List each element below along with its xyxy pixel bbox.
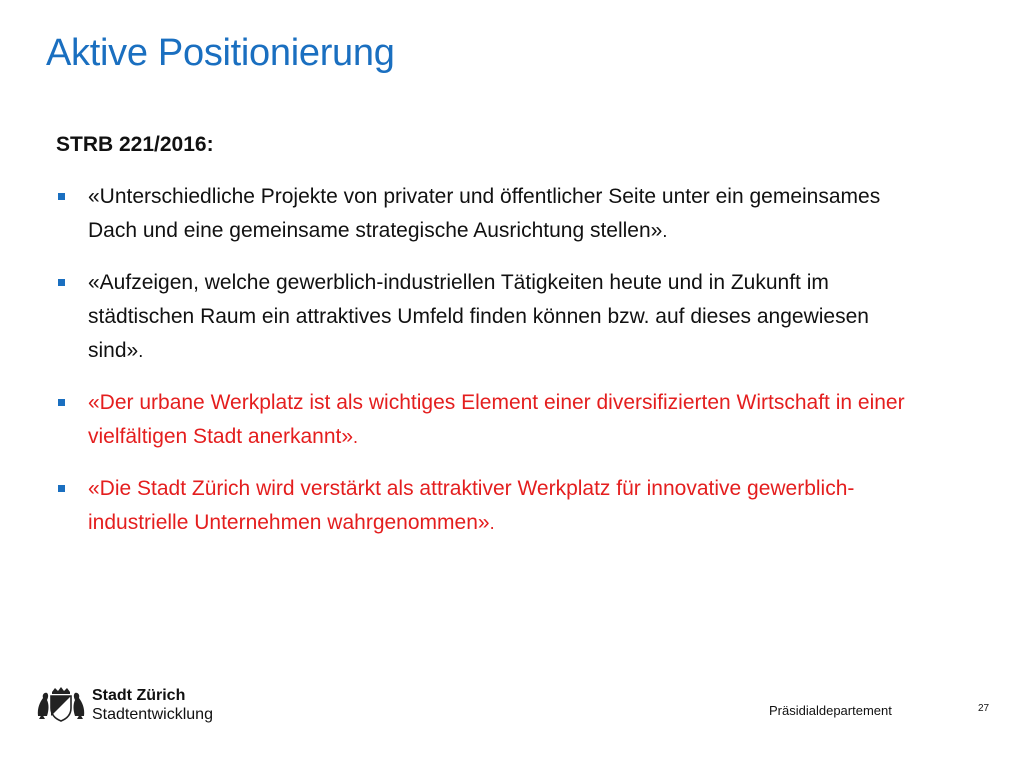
page-number: 27	[978, 703, 990, 714]
square-bullet-icon	[58, 399, 65, 406]
bullet-end: .	[138, 341, 144, 361]
bullet-text: «Aufzeigen, welche gewerblich-industriellen Tätigkeiten heute und in Zukunft im städtischen Raum ein attraktives Umfeld finden können bzw. auf dieses angewiesen sind»	[88, 271, 869, 362]
bullet-text: «Die Stadt Zürich wird verstärkt als attraktiver Werkplatz für innovative gewerblich-industrielle Unternehmen wahrgenommen»	[88, 477, 855, 534]
bullet-item-highlight	[56, 472, 916, 540]
bullet-end: .	[353, 427, 359, 447]
org-unit: Stadtentwicklung	[92, 706, 213, 723]
square-bullet-icon	[58, 193, 65, 200]
subheading: STRB 221/2016:	[56, 133, 214, 156]
footer-department: Präsidialdepartement	[769, 703, 892, 718]
square-bullet-icon	[58, 279, 65, 286]
bullet-list	[56, 180, 916, 558]
zurich-coat-of-arms-icon	[36, 686, 86, 722]
bullet-item-highlight	[56, 386, 916, 454]
slide-title: Aktive Positionierung	[46, 32, 395, 74]
bullet-text: «Unterschiedliche Projekte von privater und öffentlicher Seite unter ein gemeinsames Dach und eine gemeinsame strategische Ausrichtung stellen»	[88, 185, 881, 242]
bullet-item	[56, 266, 916, 368]
bullet-end: .	[662, 221, 668, 241]
bullet-item	[56, 180, 916, 248]
square-bullet-icon	[58, 485, 65, 492]
bullet-end: .	[489, 513, 495, 533]
footer-organization	[92, 686, 213, 724]
bullet-text: «Der urbane Werkplatz ist als wichtiges Element einer diversifizierten Wirtschaft in einer vielfältigen Stadt anerkannt»	[88, 391, 905, 448]
org-name: Stadt Zürich	[92, 687, 186, 704]
